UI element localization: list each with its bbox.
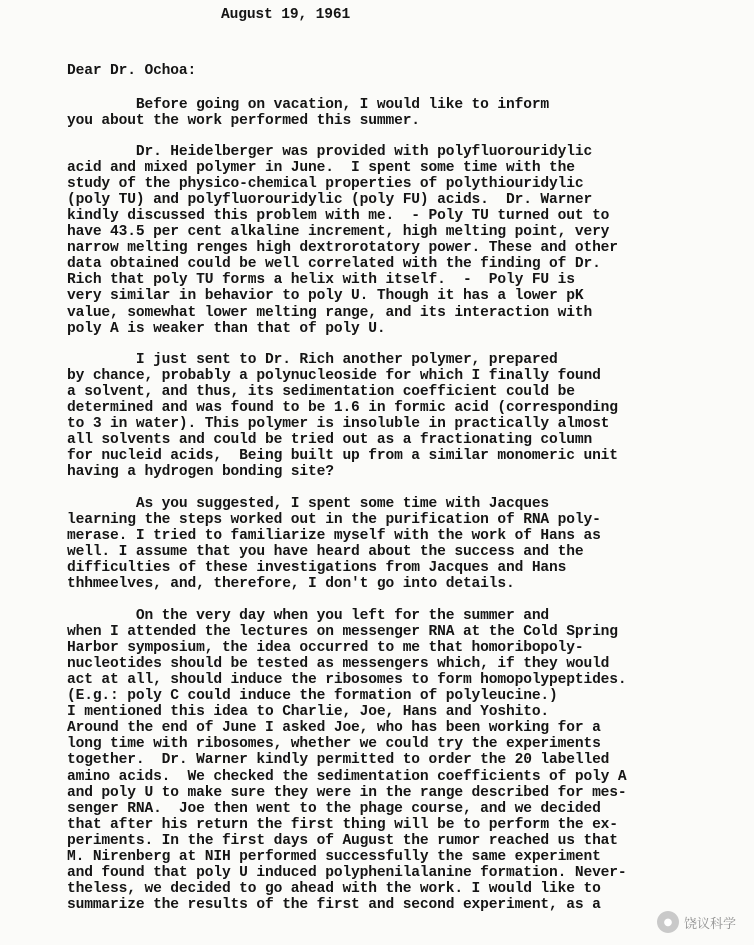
letter-line: On the very day when you left for the summer and <box>67 608 550 624</box>
letter-line: thhmeelves, and, therefore, I don't go into details. <box>67 576 515 593</box>
letter-line: study of the physico-chemical properties of polythiouridylic <box>67 176 584 193</box>
letter-line: when I attended the lectures on messenger RNA at the Cold Spring <box>67 624 618 641</box>
letter-line: for nucleid acids, Being built up from a similar monomeric unit <box>67 448 618 465</box>
letter-line: very similar in behavior to poly U. Though it has a lower pK <box>67 288 584 305</box>
letter-line: a solvent, and thus, its sedimentation coefficient could be <box>67 384 575 401</box>
salutation: Dear Dr. Ochoa: <box>67 63 197 79</box>
letter-line: As you suggested, I spent some time with Jacques <box>67 496 550 512</box>
letter-line: merase. I tried to familiarize myself with the work of Hans as <box>67 528 601 545</box>
letter-line: nucleotides should be tested as messengers which, if they would <box>67 656 610 673</box>
letter-line: I mentioned this idea to Charlie, Joe, Hans and Yoshito. <box>67 704 550 721</box>
letter-line: by chance, probably a polynucleoside for which I finally found <box>67 368 601 385</box>
watermark <box>657 911 736 933</box>
letter-line: data obtained could be well correlated with the finding of Dr. <box>67 256 601 273</box>
letter-line: M. Nirenberg at NIH performed successfully the same experiment <box>67 848 601 865</box>
letter-line: I just sent to Dr. Rich another polymer, prepared <box>67 352 558 368</box>
letter-line: have 43.5 per cent alkaline increment, high melting point, very <box>67 224 610 241</box>
letter-line: together. Dr. Warner kindly permitted to order the 20 labelled <box>67 752 610 769</box>
letter-line: and poly U to make sure they were in the range described for mes- <box>67 784 627 801</box>
letter-line: you about the work performed this summer. <box>67 113 420 130</box>
letter-line: act at all, should induce the ribosomes to form homopolypeptides. <box>67 672 627 689</box>
letter-line: (E.g.: poly C could induce the formation of polyleucine.) <box>67 688 558 705</box>
letter-date: August 19, 1961 <box>221 7 351 23</box>
letter-line: Rich that poly TU forms a helix with itself. - Poly FU is <box>67 272 575 289</box>
letter-line: well. I assume that you have heard about the success and the <box>67 544 584 561</box>
watermark-label: 饶议科学 <box>683 916 736 932</box>
letter-line: theless, we decided to go ahead with the work. I would like to <box>67 880 601 897</box>
letter-line: summarize the results of the first and second experiment, as a <box>67 896 601 913</box>
letter-line: that after his return the first thing will be to perform the ex- <box>67 816 618 833</box>
letter-line: (poly TU) and polyfluorouridylic (poly FU) acids. Dr. Warner <box>67 192 593 209</box>
letter-line: Harbor symposium, the idea occurred to me that homoribopoly- <box>67 640 584 657</box>
wechat-icon: ● <box>657 911 679 933</box>
letter-line: value, somewhat lower melting range, and its interaction with <box>67 304 593 321</box>
letter-line: learning the steps worked out in the purification of RNA poly- <box>67 512 601 529</box>
letter-line: periments. In the first days of August the rumor reached us that <box>67 832 618 849</box>
letter-line: having a hydrogen bonding site? <box>67 464 334 481</box>
letter-line: poly A is weaker than that of poly U. <box>67 320 386 337</box>
letter-line: acid and mixed polymer in June. I spent some time with the <box>67 160 575 177</box>
letter-line: all solvents and could be tried out as a fractionating column <box>67 432 593 449</box>
letter-line: amino acids. We checked the sedimentation coefficients of poly A <box>67 768 627 785</box>
letter-line: long time with ribosomes, whether we could try the experiments <box>67 736 601 753</box>
letter-line: to 3 in water). This polymer is insoluble in practically almost <box>67 416 610 433</box>
letter-line: narrow melting renges high dextrorotatory power. These and other <box>67 240 618 257</box>
letter-line: Around the end of June I asked Joe, who has been working for a <box>67 720 601 737</box>
letter-line: Dr. Heidelberger was provided with polyfluorouridylic <box>67 144 593 160</box>
letter-line: difficulties of these investigations from Jacques and Hans <box>67 560 567 577</box>
letter-line: senger RNA. Joe then went to the phage course, and we decided <box>67 800 601 817</box>
letter-line: and found that poly U induced polyphenilalanine formation. Never- <box>67 864 627 881</box>
letter-line: determined and was found to be 1.6 in formic acid (corresponding <box>67 400 618 417</box>
letter-line: kindly discussed this problem with me. - Poly TU turned out to <box>67 208 610 225</box>
letter-line: Before going on vacation, I would like to inform <box>67 97 550 113</box>
